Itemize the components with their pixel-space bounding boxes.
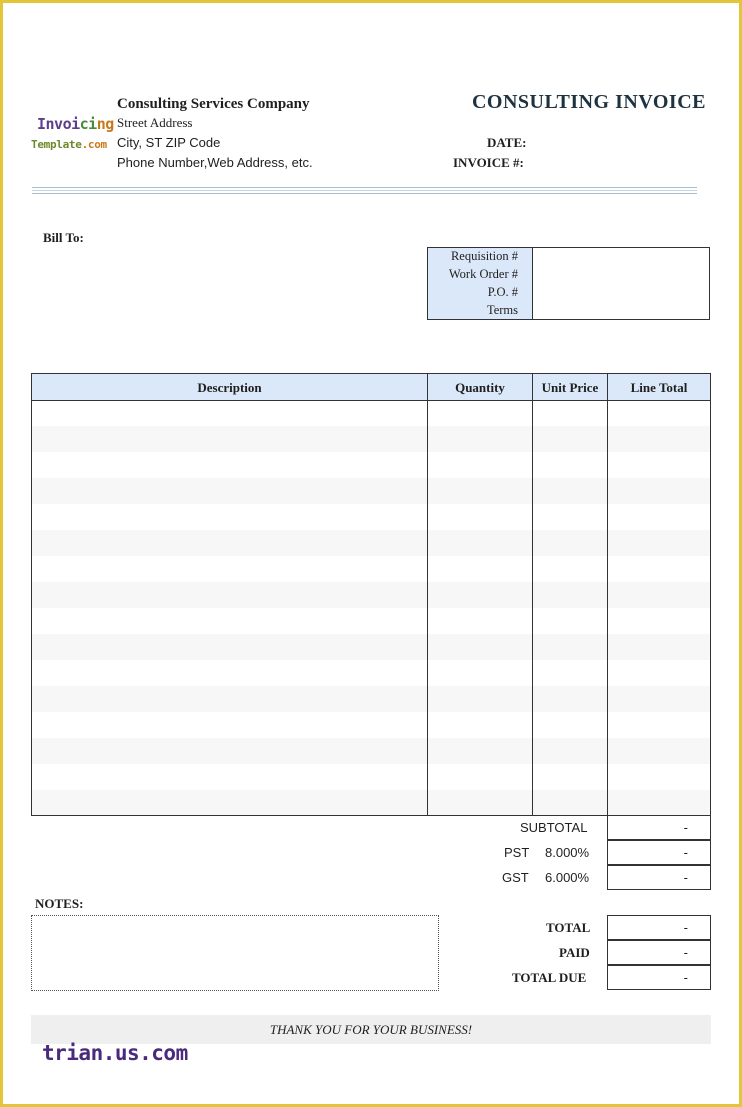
pst-label: PST [504,845,530,860]
logo-template-com: Template.com [31,138,107,151]
header-quantity: Quantity [455,380,505,395]
table-row [32,530,710,556]
header-unit-price: Unit Price [541,380,599,395]
total-due-value: - [607,965,711,990]
column-divider [532,374,533,815]
table-row [32,634,710,660]
total-label: TOTAL [546,920,591,935]
watermark: trian.us.com [42,1041,188,1065]
header-line-total: Line Total [630,380,688,395]
pst-value: - [607,840,711,865]
column-divider [427,374,428,815]
total-due-label: TOTAL DUE [512,970,587,985]
header-description: Description [197,380,262,395]
table-row [32,686,710,712]
pst-rate: 8.000% [545,845,590,860]
header-rule [32,190,697,191]
company-street: Street Address [117,115,193,130]
subtotal-value: - [607,815,711,840]
po-label: P.O. # [487,285,518,299]
gst-label: GST [502,870,529,885]
bill-to-label: Bill To: [43,230,84,245]
gst-rate: 6.000% [545,870,590,885]
thank-you-banner: THANK YOU FOR YOUR BUSINESS! [31,1015,711,1044]
requisition-label: Requisition # [450,249,518,263]
paid-value: - [607,940,711,965]
header-rule [32,187,697,188]
logo-invoicing: Invoicing [37,115,114,133]
invoice-number-label: INVOICE #: [453,155,524,170]
table-row [32,426,710,452]
paid-label: PAID [559,945,590,960]
total-value: - [607,915,711,940]
company-contact: Phone Number,Web Address, etc. [117,155,313,170]
table-row [32,738,710,764]
work-order-label: Work Order # [448,267,518,281]
table-row [32,790,710,815]
header-rule [32,193,697,194]
date-label: DATE: [487,135,527,150]
table-row [32,478,710,504]
table-row [32,582,710,608]
gst-value: - [607,865,711,890]
order-info-box [427,247,710,320]
invoice-title: CONSULTING INVOICE [471,91,706,113]
column-divider [607,374,608,815]
notes-label: NOTES: [35,896,84,911]
terms-label: Terms [486,303,518,317]
table-header [32,374,710,401]
company-city: City, ST ZIP Code [117,135,221,150]
order-info-labels [428,248,533,319]
notes-box[interactable] [31,915,439,991]
line-items-table [31,373,711,816]
company-name: Consulting Services Company [117,96,310,112]
subtotal-label: SUBTOTAL [520,820,588,835]
